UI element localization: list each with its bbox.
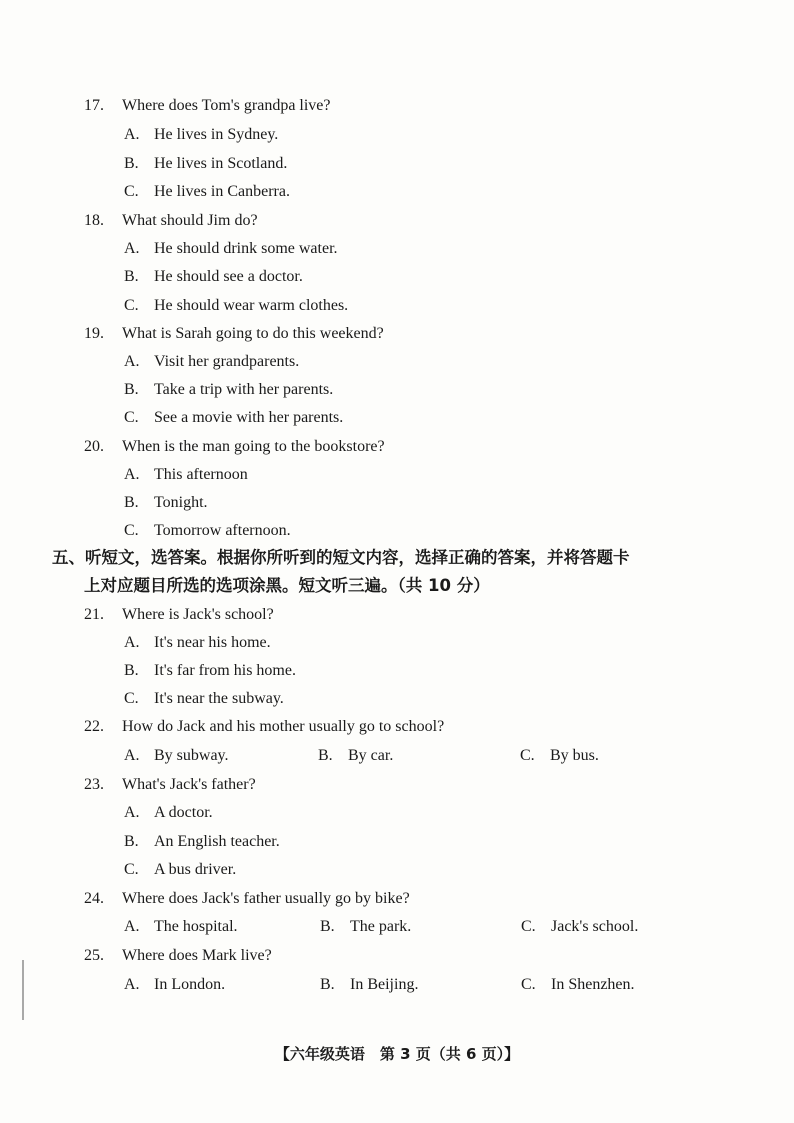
question-17: [84, 96, 331, 116]
question-number: 19.: [84, 325, 104, 342]
option-text: The park.: [350, 918, 412, 935]
question-text: What is Sarah going to do this weekend?: [122, 325, 384, 342]
option-letter: B.: [124, 155, 139, 172]
question-text: How do Jack and his mother usually go to school?: [122, 718, 445, 735]
section-5-heading: 五、听短文，选答案。根据你所听到的短文内容，选择正确的答案，并将答题卡: [52, 548, 630, 567]
option-letter: A.: [124, 804, 140, 821]
option-text: He lives in Canberra.: [154, 183, 290, 200]
page-footer: 【六年级英语 第 3 页（共 6 页）】: [274, 1045, 520, 1063]
option-letter: B.: [124, 662, 139, 679]
option-letter: B.: [320, 918, 335, 935]
option-letter: A.: [124, 353, 140, 370]
question-21: [84, 605, 274, 625]
option-22a: [124, 746, 229, 766]
option-text: Take a trip with her parents.: [154, 381, 334, 398]
question-number: 21.: [84, 606, 104, 623]
option-21b: [124, 661, 296, 681]
question-text: Where is Jack's school?: [122, 606, 274, 623]
option-letter: A.: [124, 126, 140, 143]
option-text: It's far from his home.: [154, 662, 296, 679]
option-letter: C.: [521, 976, 536, 993]
option-text: By bus.: [550, 747, 599, 764]
option-text: In Shenzhen.: [551, 976, 635, 993]
option-letter: B.: [124, 494, 139, 511]
option-text: By car.: [348, 747, 394, 764]
question-text: Where does Jack's father usually go by bike?: [122, 890, 410, 907]
option-letter: A.: [124, 976, 140, 993]
option-text: By subway.: [154, 747, 229, 764]
question-text: When is the man going to the bookstore?: [122, 438, 385, 455]
option-letter: C.: [124, 522, 139, 539]
question-18: [84, 211, 258, 231]
option-letter: A.: [124, 634, 140, 651]
option-23a: [124, 803, 213, 823]
question-24: [84, 889, 410, 909]
question-number: 17.: [84, 97, 104, 114]
option-letter: A.: [124, 747, 140, 764]
question-number: 22.: [84, 718, 104, 735]
question-19: [84, 324, 384, 344]
option-20b: [124, 493, 208, 513]
question-text: Where does Tom's grandpa live?: [122, 97, 331, 114]
option-25c: [521, 975, 635, 995]
option-letter: B.: [124, 833, 139, 850]
option-letter: B.: [318, 747, 333, 764]
option-text: Jack's school.: [551, 918, 639, 935]
option-text: The hospital.: [154, 918, 238, 935]
option-18c: [124, 296, 348, 316]
option-19b: [124, 380, 333, 400]
section-5-heading-line2: 上对应题目所选的选项涂黑。短文听三遍。（共 10 分）: [84, 576, 490, 595]
option-text: A bus driver.: [154, 861, 237, 878]
option-25b: [320, 975, 418, 995]
option-22b: [318, 746, 393, 766]
option-text: He lives in Scotland.: [154, 155, 288, 172]
option-text: An English teacher.: [154, 833, 280, 850]
option-letter: C.: [124, 409, 139, 426]
option-letter: B.: [124, 268, 139, 285]
option-text: Visit her grandparents.: [154, 353, 300, 370]
option-24a: [124, 917, 238, 937]
option-letter: C.: [124, 861, 139, 878]
option-text: He should wear warm clothes.: [154, 297, 349, 314]
question-text: Where does Mark live?: [122, 947, 272, 964]
option-20c: [124, 521, 291, 541]
option-letter: C.: [520, 747, 535, 764]
option-24b: [320, 917, 411, 937]
option-text: See a movie with her parents.: [154, 409, 344, 426]
option-letter: B.: [320, 976, 335, 993]
option-23b: [124, 832, 280, 852]
option-24c: [521, 917, 638, 937]
question-number: 23.: [84, 776, 104, 793]
option-text: In London.: [154, 976, 226, 993]
question-22: [84, 717, 444, 737]
scan-artifact-line: [22, 960, 24, 1020]
option-18a: [124, 239, 338, 259]
question-number: 24.: [84, 890, 104, 907]
option-text: A doctor.: [154, 804, 213, 821]
question-23: [84, 775, 256, 795]
option-19a: [124, 352, 299, 372]
question-number: 20.: [84, 438, 104, 455]
question-25: [84, 946, 272, 966]
option-23c: [124, 860, 236, 880]
option-letter: A.: [124, 918, 140, 935]
option-20a: [124, 465, 248, 485]
option-21a: [124, 633, 271, 653]
option-text: In Beijing.: [350, 976, 419, 993]
option-text: He should drink some water.: [154, 240, 338, 257]
option-19c: [124, 408, 343, 428]
option-text: He lives in Sydney.: [154, 126, 279, 143]
question-text: What's Jack's father?: [122, 776, 256, 793]
question-number: 18.: [84, 212, 104, 229]
option-25a: [124, 975, 225, 995]
option-text: This afternoon: [154, 466, 248, 483]
option-letter: C.: [124, 183, 139, 200]
option-21c: [124, 689, 284, 709]
option-letter: A.: [124, 466, 140, 483]
question-number: 25.: [84, 947, 104, 964]
option-text: He should see a doctor.: [154, 268, 303, 285]
option-text: It's near his home.: [154, 634, 271, 651]
option-text: Tonight.: [154, 494, 208, 511]
question-text: What should Jim do?: [122, 212, 258, 229]
option-letter: C.: [124, 297, 139, 314]
option-22c: [520, 746, 599, 766]
option-letter: B.: [124, 381, 139, 398]
option-text: Tomorrow afternoon.: [154, 522, 291, 539]
option-17b: [124, 154, 287, 174]
option-letter: C.: [521, 918, 536, 935]
option-17a: [124, 125, 278, 145]
option-text: It's near the subway.: [154, 690, 284, 707]
option-letter: C.: [124, 690, 139, 707]
option-18b: [124, 267, 303, 287]
option-17c: [124, 182, 290, 202]
option-letter: A.: [124, 240, 140, 257]
question-20: [84, 437, 385, 457]
